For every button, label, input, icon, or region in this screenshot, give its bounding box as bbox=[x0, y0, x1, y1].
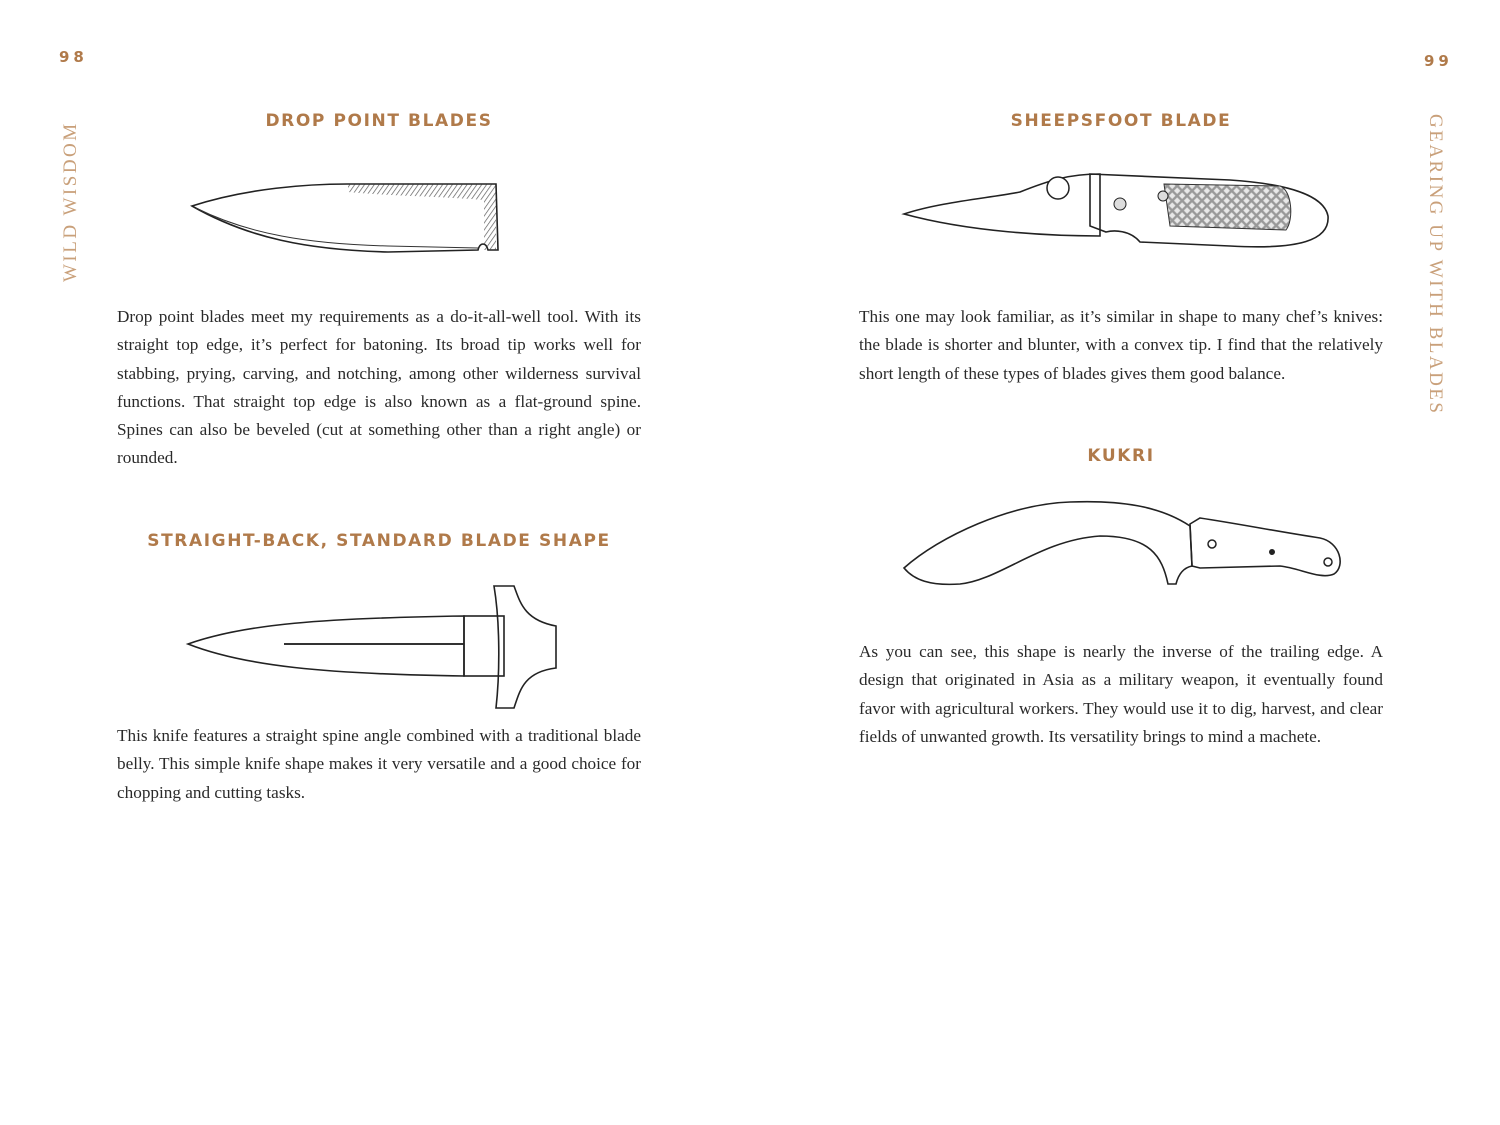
body-paragraph: Drop point blades meet my requirements as a do-it-all-well tool. With its straight top edge, it’s perfect for batoning. Its broad tip works well for stabbing, prying, carving, and notching, among other wilderness survival functions. That straight top edge is also known as a flat-ground spine. Spines can also be beveled (cut at something other than a right angle) or rounded. bbox=[117, 307, 641, 468]
section-heading: SHEEPSFOOT BLADE bbox=[1010, 111, 1232, 131]
body-paragraph: This knife features a straight spine angle combined with a traditional blade belly. This simple knife shape makes it very versatile and a good choice for chopping and cutting tasks. bbox=[117, 726, 641, 802]
section-straight-back-body bbox=[117, 722, 641, 807]
drop-point-knife-illustration bbox=[188, 178, 508, 263]
section-heading: STRAIGHT-BACK, STANDARD BLADE SHAPE bbox=[147, 531, 611, 551]
section-drop-point bbox=[117, 111, 641, 131]
sheepsfoot-folding-knife-illustration bbox=[900, 166, 1340, 261]
kukri-knife-illustration bbox=[900, 496, 1350, 596]
section-drop-point-body bbox=[117, 303, 641, 473]
straight-back-knife-illustration bbox=[184, 582, 564, 719]
running-head-right: GEARING UP WITH BLADES bbox=[1425, 114, 1446, 416]
body-paragraph: As you can see, this shape is nearly the inverse of the trailing edge. A design that originated in Asia as a military weapon, it eventually found favor with agricultural workers. They would use it to dig, harvest, and clear fields of unwanted growth. Its versatility brings to mind a machete. bbox=[859, 642, 1383, 746]
running-head-left: WILD WISDOM bbox=[60, 121, 81, 282]
page-number-left: 98 bbox=[59, 48, 88, 66]
section-straight-back bbox=[117, 531, 641, 551]
section-sheepsfoot-body bbox=[859, 303, 1383, 388]
section-heading: KUKRI bbox=[1087, 446, 1155, 466]
section-kukri bbox=[859, 446, 1383, 466]
section-sheepsfoot bbox=[859, 111, 1383, 131]
section-kukri-body bbox=[859, 638, 1383, 751]
body-paragraph: This one may look familiar, as it’s similar in shape to many chef’s knives: the blade is shorter and blunter, with a convex tip. I find that the relatively short length of these types of blades gives them good balance. bbox=[859, 307, 1383, 383]
page-number-right: 99 bbox=[1424, 52, 1453, 70]
section-heading: DROP POINT BLADES bbox=[265, 111, 493, 131]
